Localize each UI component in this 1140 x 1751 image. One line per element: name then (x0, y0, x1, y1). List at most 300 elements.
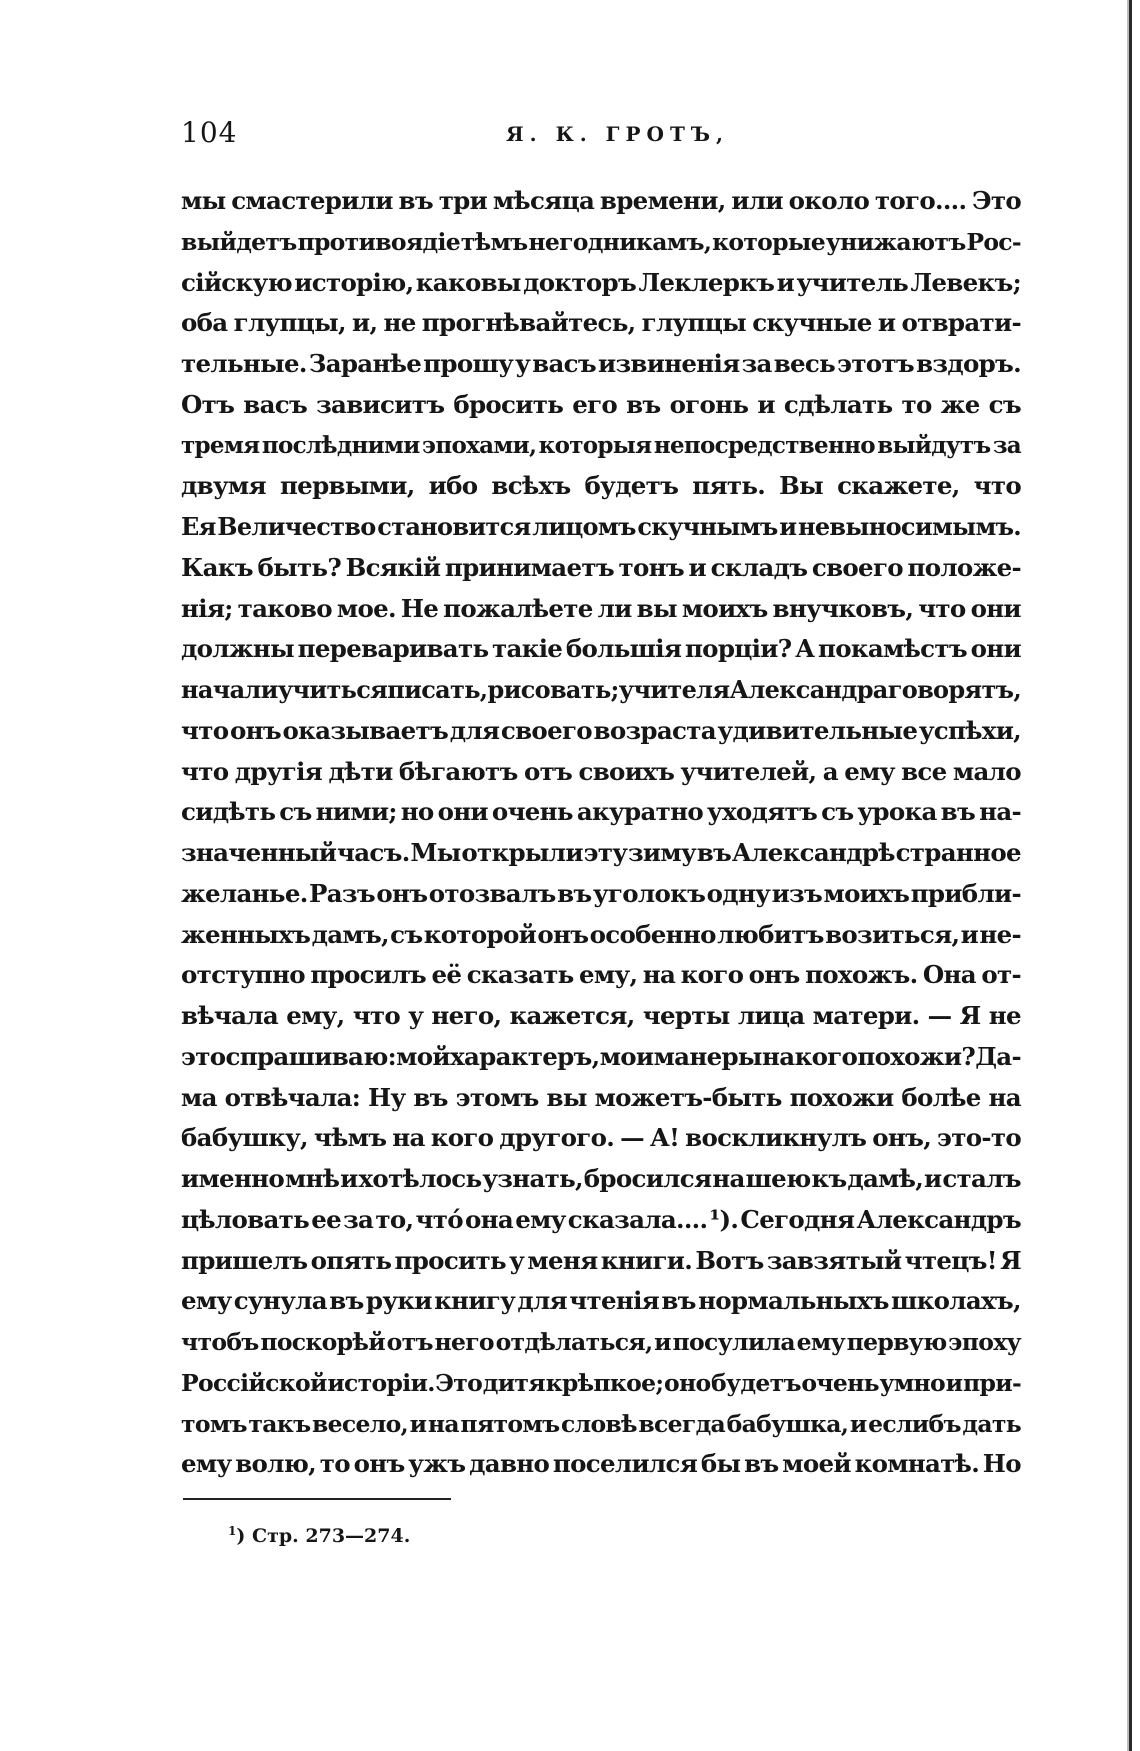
text-word: невыносимымъ. (797, 512, 1021, 541)
text-word: отъ (523, 756, 573, 786)
text-line (181, 996, 1021, 1037)
text-word: мой (396, 1041, 450, 1071)
text-word: рисовать; (487, 675, 619, 704)
text-word: отозвалъ (428, 878, 556, 908)
text-word: прибли- (910, 878, 1021, 908)
text-word: и (849, 1409, 867, 1438)
text-line (181, 1281, 1021, 1322)
text-word: сдѣлать (783, 389, 893, 419)
text-word: васъ (532, 349, 596, 378)
text-word: ужъ (408, 1449, 466, 1479)
text-word: въ (626, 389, 661, 419)
text-word: говорятъ, (887, 675, 1021, 704)
text-word: меня (527, 1245, 598, 1275)
text-word: то (901, 389, 932, 419)
text-word: моихъ (823, 878, 910, 908)
text-word: она (464, 1204, 514, 1234)
text-word: отвѣчала: (224, 1082, 361, 1112)
text-word: очень (491, 797, 573, 827)
text-word: книги. (600, 1245, 693, 1275)
text-word: А (795, 634, 815, 664)
text-word: въ (696, 838, 732, 867)
text-word: которой (423, 919, 537, 949)
text-line (181, 915, 1021, 956)
text-word: другія (234, 756, 323, 786)
text-word: комнатѣ. (854, 1449, 980, 1479)
footnote-rule (183, 1498, 451, 1500)
text-line (181, 1322, 1021, 1363)
text-line (181, 426, 1021, 467)
text-word: чтецъ! (904, 1245, 997, 1275)
text-word: опять (310, 1245, 392, 1275)
text-word: тѣмъ (460, 227, 528, 256)
text-word: мало (952, 756, 1021, 786)
text-word: и (877, 308, 896, 338)
text-line (181, 181, 1021, 222)
text-word: Разъ (309, 878, 375, 908)
text-word: на (642, 960, 676, 990)
text-word: этомъ (455, 1082, 539, 1112)
text-word: поскорѣй (260, 1328, 385, 1356)
text-word: него, (431, 1001, 502, 1030)
text-word: этотъ (837, 349, 915, 378)
text-word: мнѣ (284, 1164, 340, 1193)
text-word: и (923, 1164, 942, 1193)
text-word: въ (329, 1286, 364, 1316)
text-word: за (992, 431, 1021, 459)
text-word: Она (922, 960, 976, 990)
text-word: всѣхъ (491, 471, 571, 501)
text-word: на (712, 1164, 745, 1193)
text-word: исторію, (294, 267, 414, 297)
text-word: онъ (748, 960, 800, 990)
text-word: бросить (453, 389, 564, 419)
text-word: съ (390, 919, 423, 949)
text-word: лица (737, 1001, 805, 1030)
text-word: это-то (937, 1123, 1021, 1153)
text-word: ему (796, 1328, 845, 1356)
text-word: въ (744, 1449, 779, 1479)
text-word: же (940, 389, 980, 419)
text-line (181, 1363, 1021, 1404)
text-word: на- (979, 797, 1021, 827)
text-word: оказываетъ (282, 715, 449, 745)
text-word: Ея (181, 512, 216, 541)
text-word: болѣе (901, 1082, 981, 1112)
text-word: Александрѣ (731, 838, 895, 867)
text-word: уголокъ (592, 878, 706, 908)
text-word: эпоху (948, 1328, 1021, 1356)
text-word: Но (982, 1449, 1021, 1479)
text-word: двумя (181, 471, 266, 501)
text-word: другого. (499, 1123, 615, 1153)
text-word: Я (1000, 1245, 1021, 1275)
text-line (181, 589, 1021, 630)
text-word: не- (979, 919, 1021, 949)
text-word: выйдетъ (181, 227, 297, 256)
text-word: большія (565, 634, 682, 664)
text-word: его (572, 389, 618, 419)
text-word: внучковъ, (772, 593, 914, 623)
text-word: они (970, 634, 1021, 664)
text-word: просилъ (310, 960, 427, 990)
text-word: складъ (710, 552, 808, 582)
text-word: Вотъ (695, 1245, 764, 1275)
text-word: можетъ-быть (594, 1082, 782, 1112)
text-line (181, 1159, 1021, 1200)
text-word: каковы (415, 267, 521, 297)
text-word: ему, (579, 960, 638, 990)
text-word: времени, (599, 186, 726, 215)
text-line (181, 670, 1021, 711)
text-word: противоядіе (297, 227, 460, 256)
text-word: тельные. (181, 349, 307, 378)
text-word: непосредственно (653, 431, 875, 459)
text-word: у (408, 1001, 424, 1030)
text-word: начали (181, 675, 278, 704)
text-word: мы (181, 186, 226, 215)
text-word: учитель (796, 267, 909, 297)
text-word: него (434, 1328, 494, 1356)
text-word: часъ. (337, 838, 410, 867)
text-word: сказала.... (567, 1204, 708, 1234)
text-word: не (383, 308, 416, 338)
text-word: быть? (257, 552, 342, 582)
text-word: вы (636, 593, 677, 623)
text-word: Левекъ; (910, 267, 1021, 297)
text-word: извиненія (597, 349, 740, 378)
text-word: желанье. (181, 878, 308, 908)
text-word: зиму (628, 838, 696, 867)
text-word: и (340, 1164, 358, 1193)
text-word: чтенія (569, 1286, 660, 1316)
text-word: акуратно (576, 797, 703, 827)
text-word: онъ (376, 878, 428, 908)
text-word: учителя (618, 675, 730, 704)
text-word: ему (844, 756, 895, 786)
text-word: вѣчала (181, 1001, 279, 1030)
text-word: лицомъ (532, 512, 636, 541)
text-word: сійскую (181, 267, 292, 297)
text-line (181, 385, 1021, 426)
text-word: школахъ, (891, 1286, 1021, 1316)
text-word: моихъ (681, 593, 768, 623)
text-word: удивительные (717, 715, 918, 745)
text-word: около (788, 186, 870, 215)
body-text (181, 181, 1021, 1485)
running-head: Я. К. ГРОТЪ, (506, 122, 729, 146)
text-word: онъ (353, 1449, 405, 1479)
text-word: зависитъ (316, 389, 445, 419)
text-word: Ну (368, 1082, 406, 1112)
text-word: пришелъ (181, 1245, 308, 1275)
text-word: бабушку, (181, 1123, 308, 1153)
text-word: бы (700, 1449, 741, 1479)
text-word: сталъ (942, 1164, 1021, 1193)
scan-edge (1129, 0, 1132, 1751)
text-word: отврати- (901, 308, 1021, 338)
text-word: воскликнулъ (685, 1123, 867, 1153)
text-word: дамъ, (311, 919, 389, 949)
text-word: исторіи. (327, 1368, 435, 1397)
text-word: что (181, 756, 229, 786)
text-word: всегда (638, 1409, 726, 1438)
text-line (181, 344, 1021, 385)
text-word: такъ (248, 1409, 311, 1438)
text-word: возраста (593, 715, 716, 745)
text-word: своихъ (578, 756, 675, 786)
text-word: еслибъ (868, 1409, 961, 1438)
text-word: вы (546, 1082, 587, 1112)
text-word: первыми, (279, 471, 415, 501)
text-word: прошу (423, 349, 514, 378)
text-word: кажется, (509, 1001, 635, 1030)
text-word: своего (500, 715, 592, 745)
text-word: отъ (386, 1328, 433, 1356)
text-word: открыли (461, 838, 583, 867)
text-word: и (688, 552, 707, 582)
text-word: съ (279, 797, 312, 827)
text-word: тонъ (618, 552, 684, 582)
text-word: Отъ (181, 389, 235, 419)
text-word: умно (879, 1368, 946, 1397)
text-line (181, 955, 1021, 996)
text-word: мои (599, 1041, 654, 1071)
text-word: Это (972, 186, 1021, 215)
text-word: похожи? (857, 1041, 975, 1071)
text-word: Мы (410, 838, 461, 867)
text-word: для (517, 1286, 567, 1316)
text-word: спрашиваю: (225, 1041, 396, 1071)
text-word: особенно (589, 919, 716, 949)
text-word: урока (857, 797, 937, 827)
text-word: узнать, (482, 1164, 583, 1193)
text-word: которыя (538, 431, 652, 459)
text-word: ибо (428, 471, 478, 501)
text-word: онъ (537, 919, 589, 949)
text-word: ему (181, 1449, 232, 1479)
text-word: чтобъ (181, 1328, 259, 1356)
text-word: не (988, 1001, 1021, 1030)
text-word: должны (181, 634, 294, 664)
text-word: за (741, 349, 772, 378)
text-word: кого (794, 1041, 858, 1071)
text-word: съ (988, 389, 1021, 419)
text-word: онъ, (872, 1123, 932, 1153)
text-word: они (970, 593, 1021, 623)
text-word: скучнымъ (637, 512, 778, 541)
text-word: Это (435, 1368, 483, 1397)
text-word: сунула (233, 1286, 327, 1316)
text-word: покамѣстъ (817, 634, 967, 664)
text-word: учиться (277, 675, 388, 704)
text-line (181, 222, 1021, 263)
text-word: дамѣ, (847, 1164, 924, 1193)
text-word: и (409, 1409, 427, 1438)
text-word: весь (773, 349, 836, 378)
text-word: пять. (692, 471, 766, 501)
text-word: Не (400, 593, 439, 623)
text-word: ¹). (709, 1204, 739, 1234)
text-word: Леклеркъ (638, 267, 775, 297)
text-word: Всякій (345, 552, 441, 582)
text-word: её (431, 960, 462, 990)
text-word: Я (959, 1001, 981, 1030)
text-word: — (927, 1001, 952, 1030)
text-word: которые (712, 227, 825, 256)
text-word: для (449, 715, 500, 745)
text-word: таково (237, 593, 332, 623)
text-word: весело, (311, 1409, 409, 1438)
text-line (181, 263, 1021, 304)
text-word: учителей, (680, 756, 817, 786)
text-line (181, 752, 1021, 793)
text-word: поселился (552, 1449, 698, 1479)
text-word: уходятъ (706, 797, 818, 827)
text-word: Величество (217, 512, 376, 541)
text-word: кого (430, 1123, 494, 1153)
text-word: книгу (434, 1286, 516, 1316)
text-word: отступно (181, 960, 305, 990)
text-word: значенный (181, 838, 337, 867)
text-word: ними; (315, 797, 397, 827)
text-word: глупцы, (233, 308, 346, 338)
text-word: нія; (181, 593, 233, 623)
text-word: сказать (466, 960, 574, 990)
text-word: порціи? (684, 634, 792, 664)
text-word: то (319, 1449, 350, 1479)
text-word: они (437, 797, 488, 827)
text-word: глупцы (641, 308, 747, 338)
text-word: что (181, 715, 229, 745)
text-word: на (427, 1409, 459, 1438)
text-line (181, 1404, 1021, 1445)
text-word: вздоръ. (916, 349, 1021, 378)
text-word: странное (895, 838, 1021, 867)
text-word: очень (801, 1368, 879, 1397)
text-word: томъ (181, 1409, 247, 1438)
text-word: будетъ (584, 471, 679, 501)
footnote-text: ) Стр. 273—274. (236, 1525, 411, 1547)
text-word: въ (557, 878, 592, 908)
text-word: и (776, 267, 795, 297)
text-word: и, (352, 308, 378, 338)
text-word: негодникамъ, (528, 227, 712, 256)
text-word: от- (981, 960, 1021, 990)
text-word: словѣ (560, 1409, 637, 1438)
text-word: въ (940, 797, 976, 827)
text-word: и (757, 389, 775, 419)
text-word: такіе (492, 634, 563, 664)
text-word: ма (181, 1082, 217, 1112)
text-word: но (400, 797, 434, 827)
text-word: любитъ (717, 919, 824, 949)
text-word: похожъ. (805, 960, 918, 990)
text-line (181, 466, 1021, 507)
text-word: цѣловать (181, 1204, 310, 1234)
text-line (181, 548, 1021, 589)
text-word: оба (181, 308, 228, 338)
text-word: или (731, 186, 783, 215)
text-word: возиться, (825, 919, 960, 949)
text-word: въ (661, 1286, 696, 1316)
text-word: скажете, (837, 471, 960, 501)
text-word: и (779, 512, 797, 541)
text-word: первую (846, 1328, 947, 1356)
text-word: унижаютъ (825, 227, 966, 256)
text-word: давно (469, 1449, 550, 1479)
text-word: огонь (669, 389, 749, 419)
text-word: пожалѣете (443, 593, 593, 623)
text-word: мѣсяца (492, 186, 595, 215)
text-word: у (515, 349, 531, 378)
text-word: Рос- (966, 227, 1021, 256)
text-word: это (181, 1041, 226, 1071)
text-word: переваривать (297, 634, 489, 664)
text-word: Сегодня (740, 1204, 855, 1234)
text-word: и (945, 1368, 963, 1397)
text-word: пятомъ (460, 1409, 560, 1438)
text-word: похожи (789, 1082, 894, 1112)
text-line (181, 629, 1021, 670)
text-word: дать (962, 1409, 1021, 1438)
text-word: Россійской (181, 1368, 327, 1397)
text-word: ли (597, 593, 632, 623)
text-word: Какъ (181, 552, 253, 582)
text-word: на (392, 1123, 425, 1153)
text-line (181, 1118, 1021, 1159)
text-word: становится (377, 512, 531, 541)
text-word: и (654, 1328, 671, 1356)
text-word: тремя (181, 431, 260, 459)
text-line (181, 1444, 1021, 1485)
text-word: моей (782, 1449, 851, 1479)
text-word: нормальныхъ (698, 1286, 889, 1316)
text-word: завзятый (766, 1245, 902, 1275)
text-word: черты (642, 1001, 730, 1030)
text-word: Вы (779, 471, 824, 501)
page-number: 104 (181, 116, 238, 149)
text-word: сидѣть (181, 797, 276, 827)
text-word: эпохами, (422, 431, 537, 459)
text-line (181, 1241, 1021, 1282)
text-word: руки (365, 1286, 432, 1316)
text-word: ему, (286, 1001, 345, 1030)
text-word: манеры (653, 1041, 762, 1071)
text-word: въ (413, 1082, 448, 1112)
text-word: на (988, 1082, 1021, 1112)
text-word: матери. (812, 1001, 920, 1030)
text-line (181, 1078, 1021, 1119)
text-word: что (918, 593, 966, 623)
text-word: при- (962, 1368, 1021, 1397)
text-word: характеръ, (450, 1041, 600, 1071)
text-word: бросился (583, 1164, 712, 1193)
text-word: то, (375, 1204, 414, 1234)
text-word: волю, (235, 1449, 316, 1479)
text-word: оно (663, 1368, 711, 1397)
text-line (181, 303, 1021, 344)
text-word: что (352, 1001, 401, 1030)
text-line (181, 711, 1021, 752)
text-line (181, 874, 1021, 915)
text-word: писать, (387, 675, 488, 704)
text-word: въ (398, 186, 433, 215)
text-word: докторъ (523, 267, 637, 297)
text-word: изъ (771, 878, 823, 908)
text-word: на (761, 1041, 795, 1071)
text-word: эту (583, 838, 628, 867)
